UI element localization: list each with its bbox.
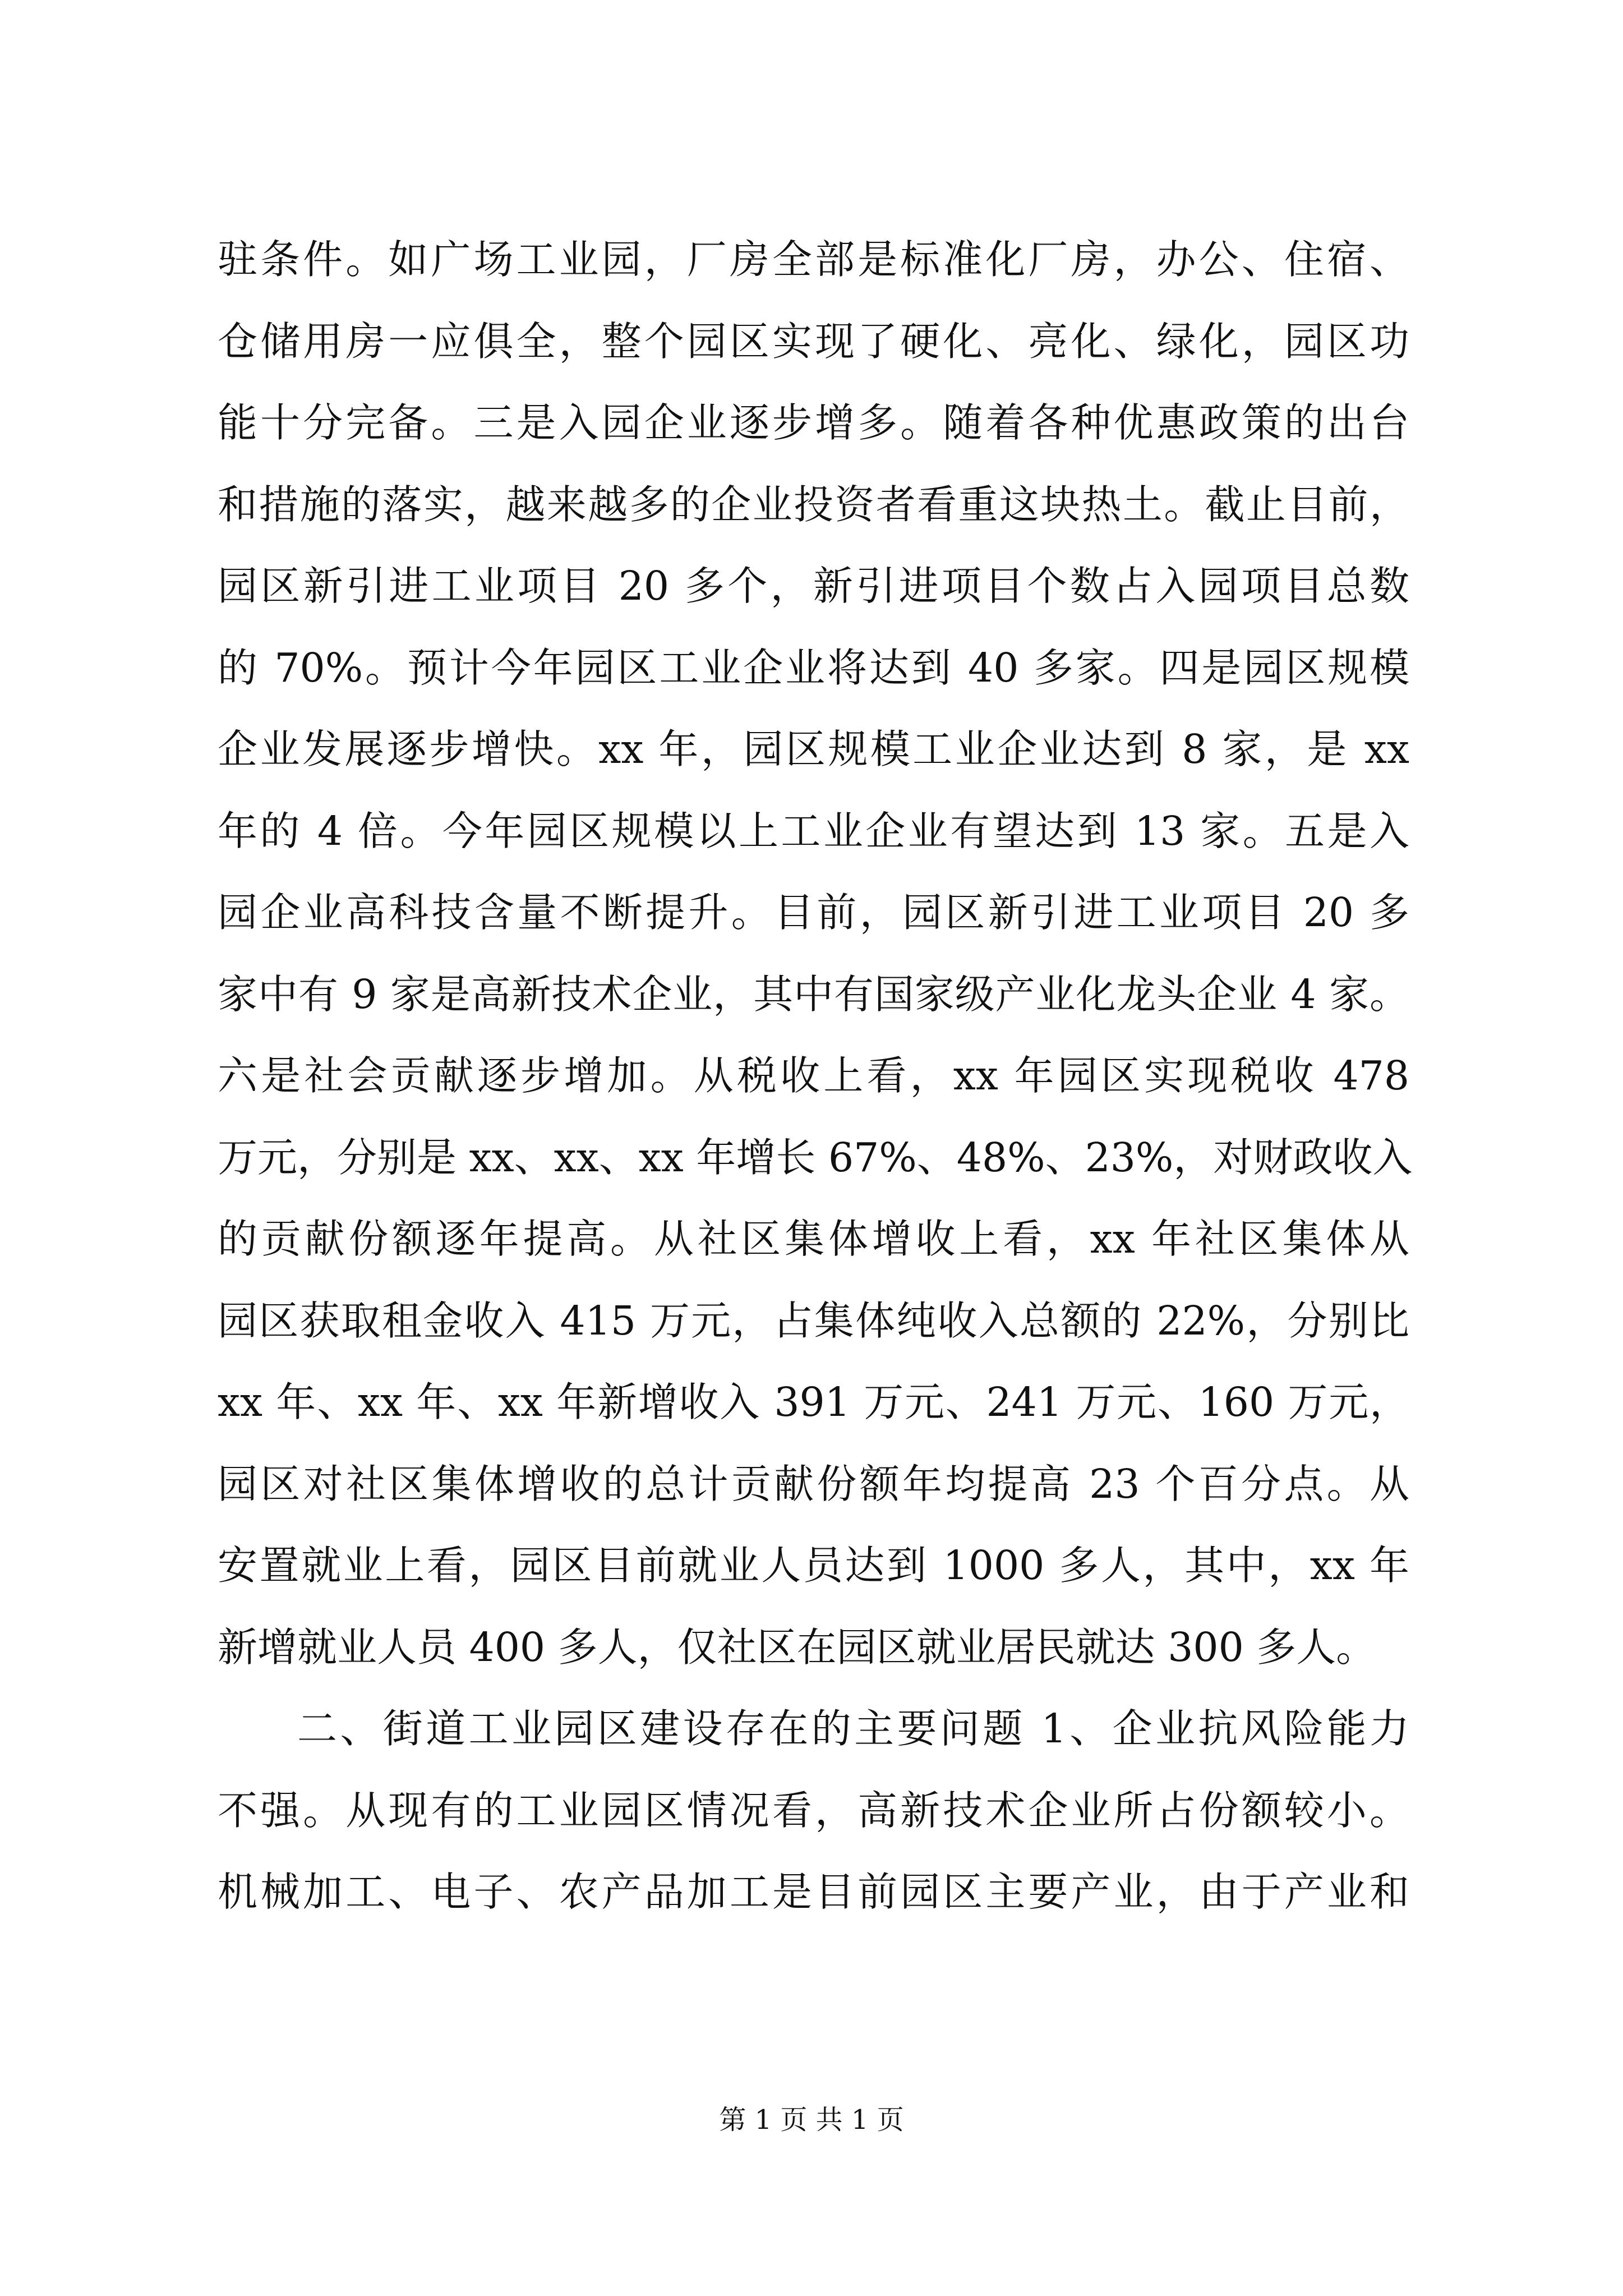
paragraph-end-line: 新增就业人员 400 多人，仅社区在园区就业居民就达 300 多人。 [218,1623,1376,1671]
document-body [218,219,1413,1933]
text-line: 的 70%。预计今年园区工业企业将达到 40 多家。四是园区规模 [218,644,1409,691]
text-line: 仓储用房一应俱全，整个园区实现了硬化、亮化、绿化，园区功 [218,318,1409,365]
text-line: 的贡献份额逐年提高。从社区集体增收上看，xx 年社区集体从 [218,1216,1409,1262]
text-line: 不强。从现有的工业园区情况看，高新技术企业所占份额较小。 [218,1787,1409,1834]
text-line: 园区获取租金收入 415 万元，占集体纯收入总额的 22%，分别比 [218,1297,1409,1344]
section-heading-line: 二、街道工业园区建设存在的主要问题 1、企业抗风险能力 [297,1705,1409,1752]
text-line: 六是社会贡献逐步增加。从税收上看，xx 年园区实现税收 478 [218,1052,1409,1099]
text-line: 机械加工、电子、农产品加工是目前园区主要产业，由于产业和 [218,1869,1409,1915]
text-line: 万元，分别是 xx、xx、xx 年增长 67%、48%、23%，对财政收入 [218,1134,1413,1181]
text-line: 园区对社区集体增收的总计贡献份额年均提高 23 个百分点。从 [218,1460,1409,1507]
text-line: 企业发展逐步增快。xx 年，园区规模工业企业达到 8 家，是 xx [218,726,1409,772]
text-line: 家中有 9 家是高新技术企业，其中有国家级产业化龙头企业 4 家。 [218,970,1409,1018]
text-line: 年的 4 倍。今年园区规模以上工业企业有望达到 13 家。五是入 [218,807,1409,854]
text-line: 能十分完备。三是入园企业逐步增多。随着各种优惠政策的出台 [218,399,1409,446]
page-footer: 第 1 页 共 1 页 [719,2104,904,2136]
text-line: 驻条件。如广场工业园，厂房全部是标准化厂房，办公、住宿、 [218,236,1409,283]
text-line: 安置就业上看，园区目前就业人员达到 1000 多人，其中，xx 年 [218,1542,1409,1589]
text-line: 园区新引进工业项目 20 多个，新引进项目个数占入园项目总数 [218,563,1409,609]
text-line: 和措施的落实，越来越多的企业投资者看重这块热土。截止目前， [218,481,1409,528]
text-line: 园企业高科技含量不断提升。目前，园区新引进工业项目 20 多 [218,889,1409,936]
text-line: xx 年、xx 年、xx 年新增收入 391 万元、241 万元、160 万元， [218,1379,1409,1425]
